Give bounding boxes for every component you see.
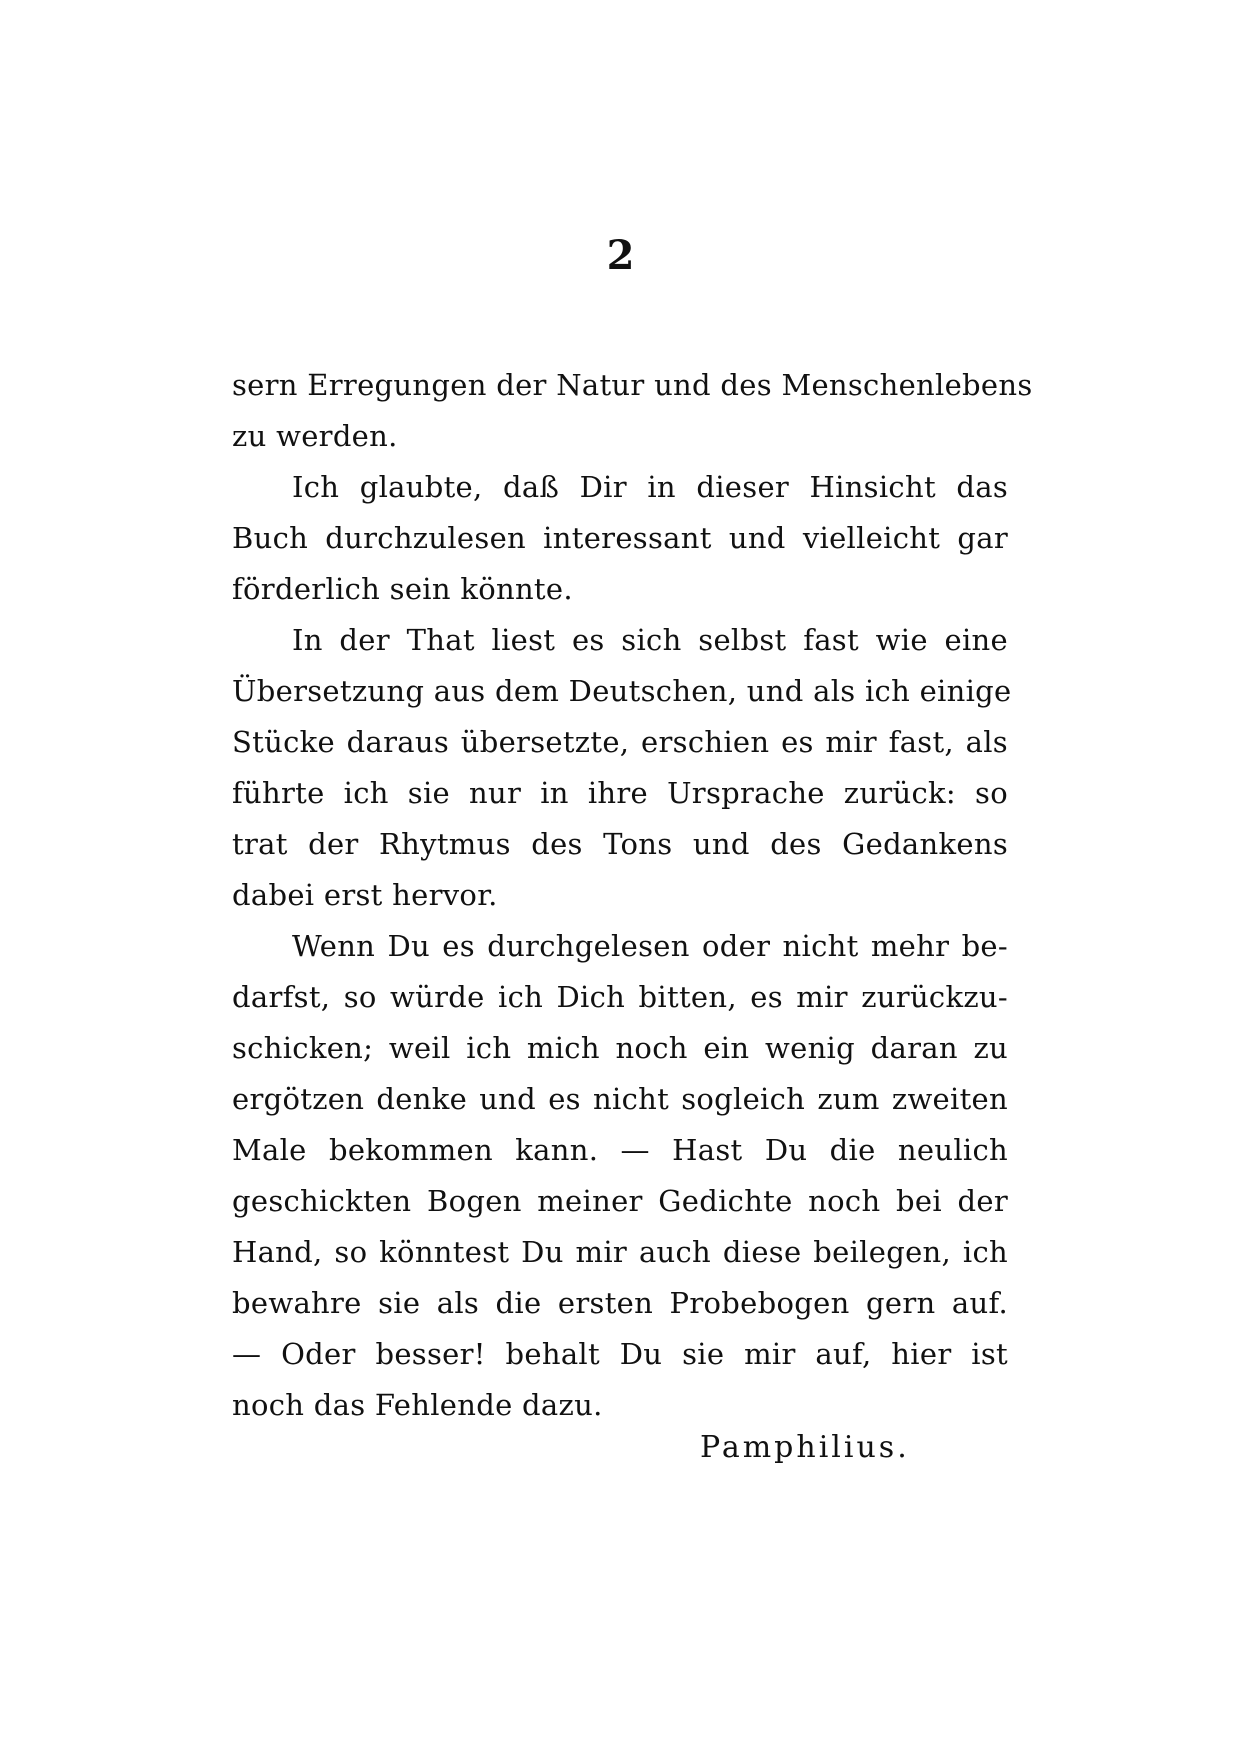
- text-line: Buch durchzulesen interessant und vielleicht gar: [232, 521, 1008, 555]
- text-line: führte ich sie nur in ihre Ursprache zurück: so: [232, 776, 1008, 810]
- text-line: Hand, so könntest Du mir auch diese beilegen, ich: [232, 1235, 1008, 1269]
- text-line: noch das Fehlende dazu.: [232, 1388, 603, 1422]
- signature: Pamphilius.: [700, 1430, 910, 1465]
- text-line: zu werden.: [232, 419, 398, 453]
- text-line: dabei erst hervor.: [232, 878, 498, 912]
- text-line: trat der Rhytmus des Tons und des Gedankens: [232, 827, 1008, 861]
- text-line: schicken; weil ich mich noch ein wenig daran zu: [232, 1031, 1008, 1065]
- text-line: Stücke daraus übersetzte, erschien es mir fast, als: [232, 725, 1008, 759]
- text-line: Ich glaubte, daß Dir in dieser Hinsicht das: [292, 470, 1008, 504]
- text-line: Übersetzung aus dem Deutschen, und als ich einige: [232, 674, 1012, 708]
- text-line: ergötzen denke und es nicht sogleich zum zweiten: [232, 1082, 1008, 1116]
- text-line: darfst, so würde ich Dich bitten, es mir zurückzu-: [232, 980, 1008, 1014]
- text-line: — Oder besser! behalt Du sie mir auf, hier ist: [232, 1337, 1008, 1371]
- page-number: 2: [606, 232, 635, 279]
- text-line: bewahre sie als die ersten Probebogen gern auf.: [232, 1286, 1008, 1320]
- text-line: Wenn Du es durchgelesen oder nicht mehr be-: [292, 929, 1008, 963]
- text-line: geschickten Bogen meiner Gedichte noch bei der: [232, 1184, 1008, 1218]
- text-line: In der That liest es sich selbst fast wie eine: [292, 623, 1008, 657]
- letter-body: [232, 360, 1033, 1431]
- text-line: förderlich sein könnte.: [232, 572, 573, 606]
- text-line: Male bekommen kann. — Hast Du die neulich: [232, 1133, 1008, 1167]
- text-line: sern Erregungen der Natur und des Menschenlebens: [232, 368, 1033, 402]
